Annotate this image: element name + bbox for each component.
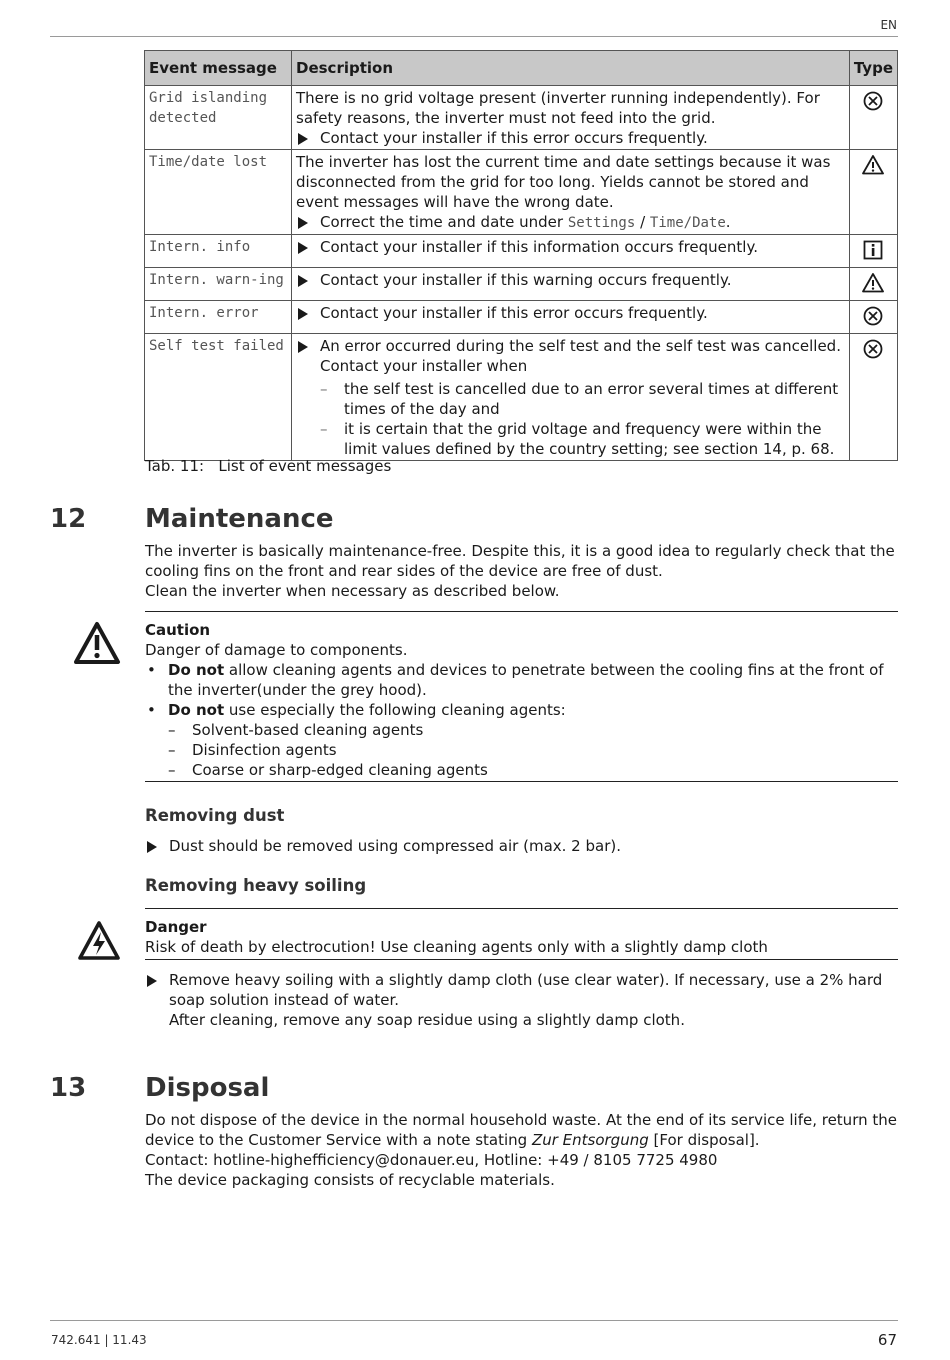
event-desc (292, 235, 850, 268)
footer-doc-id: 742.641 | 11.43 (51, 1333, 147, 1347)
type-cell (849, 334, 897, 461)
type-cell (849, 301, 897, 334)
caution-top-rule (145, 611, 898, 612)
danger-heading: Danger (145, 918, 207, 936)
bullet-marker: • (147, 661, 156, 679)
arrow-icon (298, 217, 308, 229)
disposal-paragraph (145, 1110, 897, 1150)
event-name: Intern. error (145, 301, 292, 334)
footer-rule (50, 1320, 898, 1321)
bullet-item (145, 660, 897, 700)
caution-warning-icon (73, 621, 121, 665)
error-circle-x-icon (862, 90, 884, 112)
dash-marker: – (168, 761, 176, 779)
action-text: An error occurred during the self test and the self test was cancelled. Contact your installer when (320, 337, 841, 375)
arrow-icon (147, 841, 157, 853)
action-line (296, 303, 845, 323)
intro-text: The inverter is basically maintenance-free. Despite this, it is a good idea to regularly check that the cooling fins on the front and rear sides of the device are free of dust. (145, 542, 895, 580)
event-desc (292, 150, 850, 235)
action-text: Contact your installer if this error occurs frequently. (320, 129, 708, 147)
removing-soiling-heading: Removing heavy soiling (145, 876, 367, 895)
sub-dash-item (145, 720, 897, 740)
path-separator: / (640, 213, 646, 231)
table-row (145, 301, 898, 334)
event-desc (292, 268, 850, 301)
removing-dust-heading: Removing dust (145, 806, 285, 825)
action-text: Contact your installer if this warning occurs frequently. (320, 271, 732, 289)
table-row (145, 334, 898, 461)
section-number: 12 (50, 504, 87, 534)
caution-text: Danger of damage to components. (145, 641, 408, 659)
table-row (145, 235, 898, 268)
arrow-icon (298, 341, 308, 353)
dash-item (296, 419, 845, 459)
disposal-text-start: Do not dispose of the device in the normal household waste. At the end of its service life, return the device to the Customer Service with a note stating (145, 1111, 897, 1149)
event-name: Self test failed (145, 334, 292, 461)
action-line (296, 270, 845, 290)
table-caption: Tab. 11: List of event messages (145, 457, 392, 475)
action-line (296, 237, 845, 257)
bullet-bold: Do not (168, 661, 225, 679)
col-event-header: Event message (145, 51, 292, 86)
table-header-row (145, 51, 898, 86)
caution-block (145, 620, 897, 780)
section-number: 13 (50, 1073, 87, 1103)
warning-triangle-icon (862, 154, 884, 176)
error-circle-x-icon (862, 305, 884, 327)
danger-bottom-rule (145, 959, 898, 960)
section-title: Maintenance (145, 504, 334, 534)
event-name: Time/date lost (145, 150, 292, 235)
action-line (296, 336, 845, 376)
bullet-text: allow cleaning agents and devices to penetrate between the cooling fins at the front of the inverter(under the grey hood). (168, 661, 884, 699)
dust-instruction (145, 836, 898, 856)
sub-dash-text: Coarse or sharp-edged cleaning agents (192, 761, 488, 779)
type-cell (849, 235, 897, 268)
action-text: Contact your installer if this error occurs frequently. (320, 304, 708, 322)
event-desc (292, 334, 850, 461)
sub-dash-text: Disinfection agents (192, 741, 337, 759)
soiling-instruction (145, 970, 898, 1030)
caution-heading: Caution (145, 621, 211, 639)
danger-text: Risk of death by electrocution! Use cleaning agents only with a slightly damp cloth (145, 938, 768, 956)
event-name: Intern. info (145, 235, 292, 268)
event-messages-table (144, 50, 898, 461)
action-end: . (725, 213, 731, 231)
warning-triangle-icon (862, 272, 884, 294)
arrow-icon (147, 975, 157, 987)
event-name: Intern. warn-ing (145, 268, 292, 301)
disposal-text-end: [For disposal]. (648, 1131, 760, 1149)
dust-text: Dust should be removed using compressed air (max. 2 bar). (169, 837, 621, 855)
settings-path: Settings (567, 215, 636, 231)
soil-text-2: After cleaning, remove any soap residue using a slightly damp cloth. (169, 1011, 685, 1029)
arrow-icon (298, 275, 308, 287)
desc-text: There is no grid voltage present (inverter running independently). For safety reasons, the inverter must not feed into the grid. (296, 89, 820, 127)
disposal-text (145, 1110, 897, 1190)
section-title: Disposal (145, 1073, 270, 1103)
action-text: Contact your installer if this information occurs frequently. (320, 238, 758, 256)
event-desc (292, 301, 850, 334)
packaging-line: The device packaging consists of recyclable materials. (145, 1171, 555, 1189)
table-row (145, 150, 898, 235)
error-circle-x-icon (862, 338, 884, 360)
sub-dash-item (145, 740, 897, 760)
intro-text-2: Clean the inverter when necessary as described below. (145, 582, 560, 600)
col-type-header: Type (849, 51, 897, 86)
arrow-icon (298, 133, 308, 145)
sub-dash-item (145, 760, 897, 780)
desc-text: The inverter has lost the current time and date settings because it was disconnected from the grid for too long. Yields cannot be stored and event messages will have the wrong date. (296, 153, 831, 211)
dash-item (296, 379, 845, 419)
danger-block (145, 917, 897, 957)
contact-line: Contact: hotline-highefficiency@donauer.eu, Hotline: +49 / 8105 7725 4980 (145, 1151, 718, 1169)
col-desc-header: Description (292, 51, 850, 86)
info-square-icon (862, 239, 884, 261)
dash-text: it is certain that the grid voltage and frequency were within the limit values defined by the country setting; see section 14, p. 68. (344, 420, 835, 458)
type-cell (849, 268, 897, 301)
bullet-text: use especially the following cleaning agents: (224, 701, 566, 719)
bullet-marker: • (147, 701, 156, 719)
header-lang: EN (880, 18, 897, 32)
type-cell (849, 150, 897, 235)
table-row (145, 268, 898, 301)
event-name: Grid islanding detected (145, 86, 292, 150)
dash-text: the self test is cancelled due to an error several times at different times of the day and (344, 380, 839, 418)
maintenance-intro (145, 541, 897, 601)
action-line (296, 128, 845, 148)
table-row (145, 86, 898, 150)
danger-top-rule (145, 908, 898, 909)
sub-dash-text: Solvent-based cleaning agents (192, 721, 424, 739)
arrow-icon (298, 308, 308, 320)
soil-text: Remove heavy soiling with a slightly damp cloth (use clear water). If necessary, use a 2% hard soap solution instead of water. (169, 971, 883, 1009)
bullet-item (145, 700, 897, 720)
bullet-bold: Do not (168, 701, 225, 719)
dash-marker: – (168, 741, 176, 759)
page-number: 67 (877, 1331, 897, 1349)
dash-marker: – (320, 380, 328, 398)
caution-bottom-rule (145, 781, 898, 782)
arrow-icon (298, 242, 308, 254)
header-rule (50, 36, 898, 37)
action-line (296, 212, 845, 233)
electric-danger-icon (77, 920, 121, 962)
dash-marker: – (320, 420, 328, 438)
disposal-italic: Zur Entsorgung (531, 1131, 649, 1149)
event-desc (292, 86, 850, 150)
dash-marker: – (168, 721, 176, 739)
type-cell (849, 86, 897, 150)
time-date-path: Time/Date (649, 215, 726, 231)
action-text: Correct the time and date under (320, 213, 564, 231)
